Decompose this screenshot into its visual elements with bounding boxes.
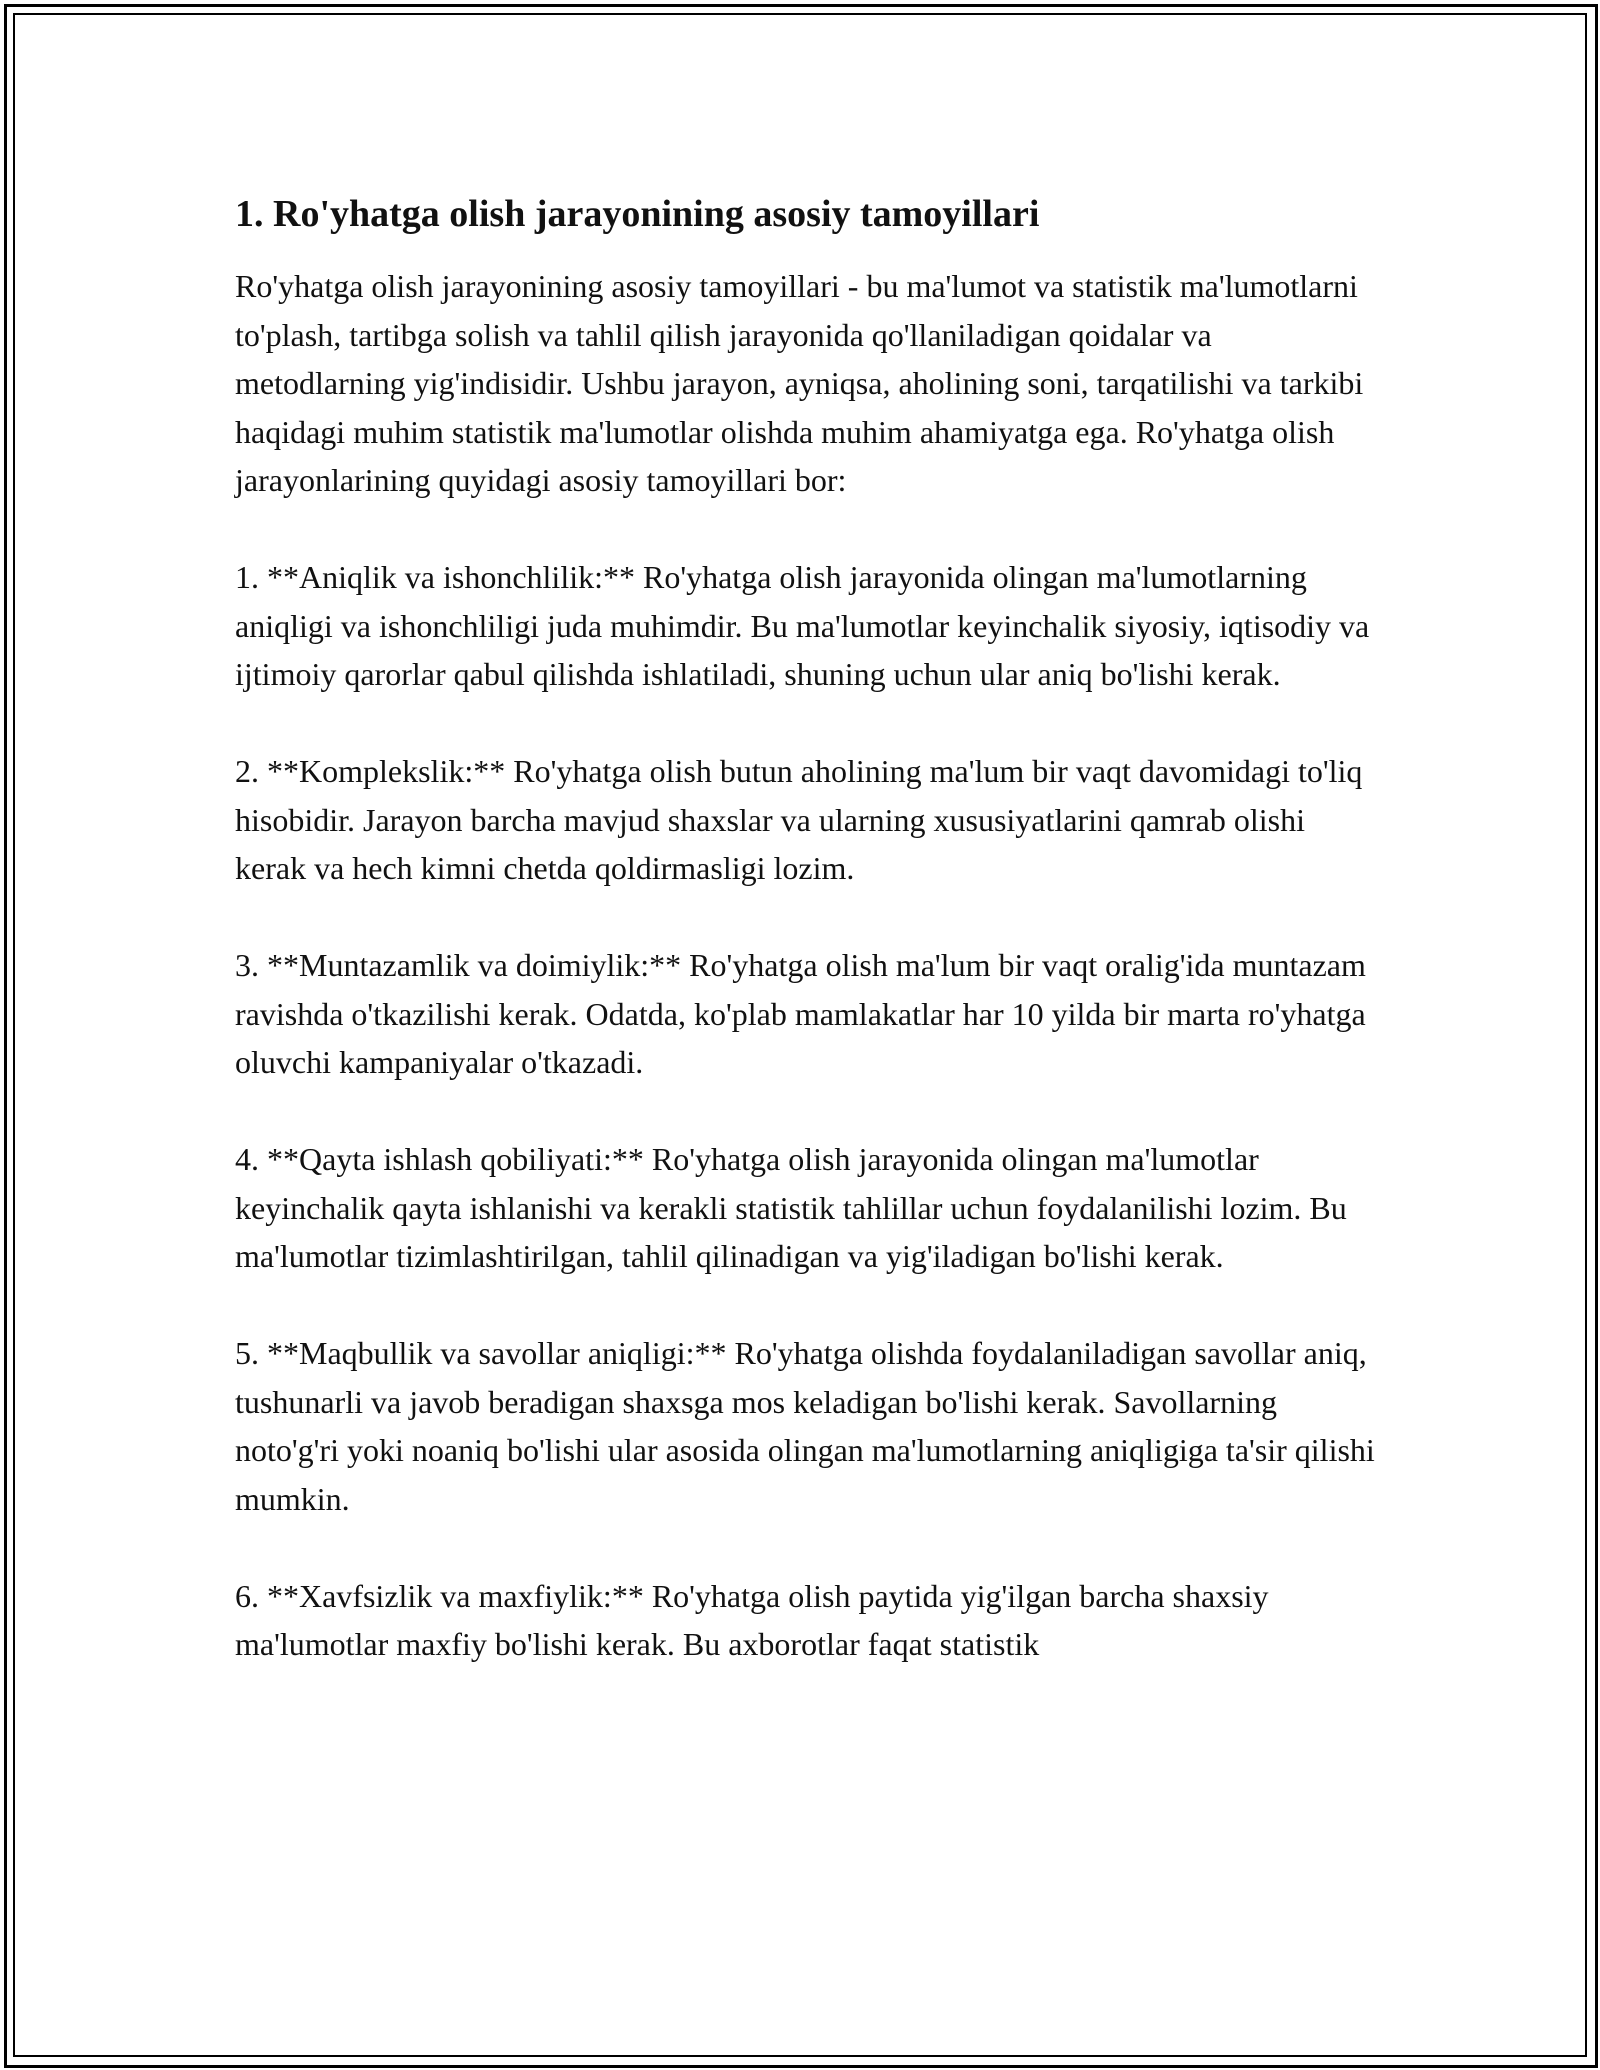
principle-item-4: 4. **Qayta ishlash qobiliyati:** Ro'yhatga olish jarayonida olingan ma'lumotlar keyinchalik qayta ishlanishi va kerakli statistik tahlillar uchun foydalanilishi lozim. Bu ma'lumotlar tizimlashtirilgan, tahlil qilinadigan va yig'iladigan bo'lishi kerak. [235,1141,1347,1274]
intro-paragraph: Ro'yhatga olish jarayonining asosiy tamoyillari - bu ma'lumot va statistik ma'lumotlarni to'plash, tartibga solish va tahlil qilish jarayonida qo'llaniladigan qoidalar va metodlarning yig'indisidir. Ushbu jarayon, ayniqsa, aholining soni, tarqatilishi va tarkibi haqidagi muhim statistik ma'lumotlar olishda muhim ahamiyatga ega. Ro'yhatga olish jarayonlarining quyidagi asosiy tamoyillari bor: [235,268,1364,498]
document-body [235,188,1375,1669]
principle-item-5: 5. **Maqbullik va savollar aniqligi:** Ro'yhatga olishda foydalaniladigan savollar aniq, tushunarli va javob beradigan shaxsga mos keladigan bo'lishi kerak. Savollarning noto'g'ri yoki noaniq bo'lishi ular asosida olingan ma'lumotlarning aniqligiga ta'sir qilishi mumkin. [235,1335,1375,1517]
principle-item-1: 1. **Aniqlik va ishonchlilik:** Ro'yhatga olish jarayonida olingan ma'lumotlarning aniqligi va ishonchliligi juda muhimdir. Bu ma'lumotlar keyinchalik siyosiy, iqtisodiy va ijtimoiy qarorlar qabul qilishda ishlatiladi, shuning uchun ular aniq bo'lishi kerak. [235,559,1370,692]
principle-item-3: 3. **Muntazamlik va doimiylik:** Ro'yhatga olish ma'lum bir vaqt oralig'ida muntazam ravishda o'tkazilishi kerak. Odatda, ko'plab mamlakatlar har 10 yilda bir marta ro'yhatga oluvchi kampaniyalar o'tkazadi. [235,947,1366,1080]
principle-item-6: 6. **Xavfsizlik va maxfiylik:** Ro'yhatga olish paytida yig'ilgan barcha shaxsiy ma'lumotlar maxfiy bo'lishi kerak. Bu axborotlar faqat statistik [235,1577,1269,1662]
document-title: 1. Ro'yhatga olish jarayonining asosiy tamoyillari [235,193,1040,235]
principle-item-2: 2. **Komplekslik:** Ro'yhatga olish butun aholining ma'lum bir vaqt davomidagi to'liq hisobidir. Jarayon barcha mavjud shaxslar va ularning xususiyatlarini qamrab olishi kerak va hech kimni chetda qoldirmasligi lozim. [235,753,1363,886]
